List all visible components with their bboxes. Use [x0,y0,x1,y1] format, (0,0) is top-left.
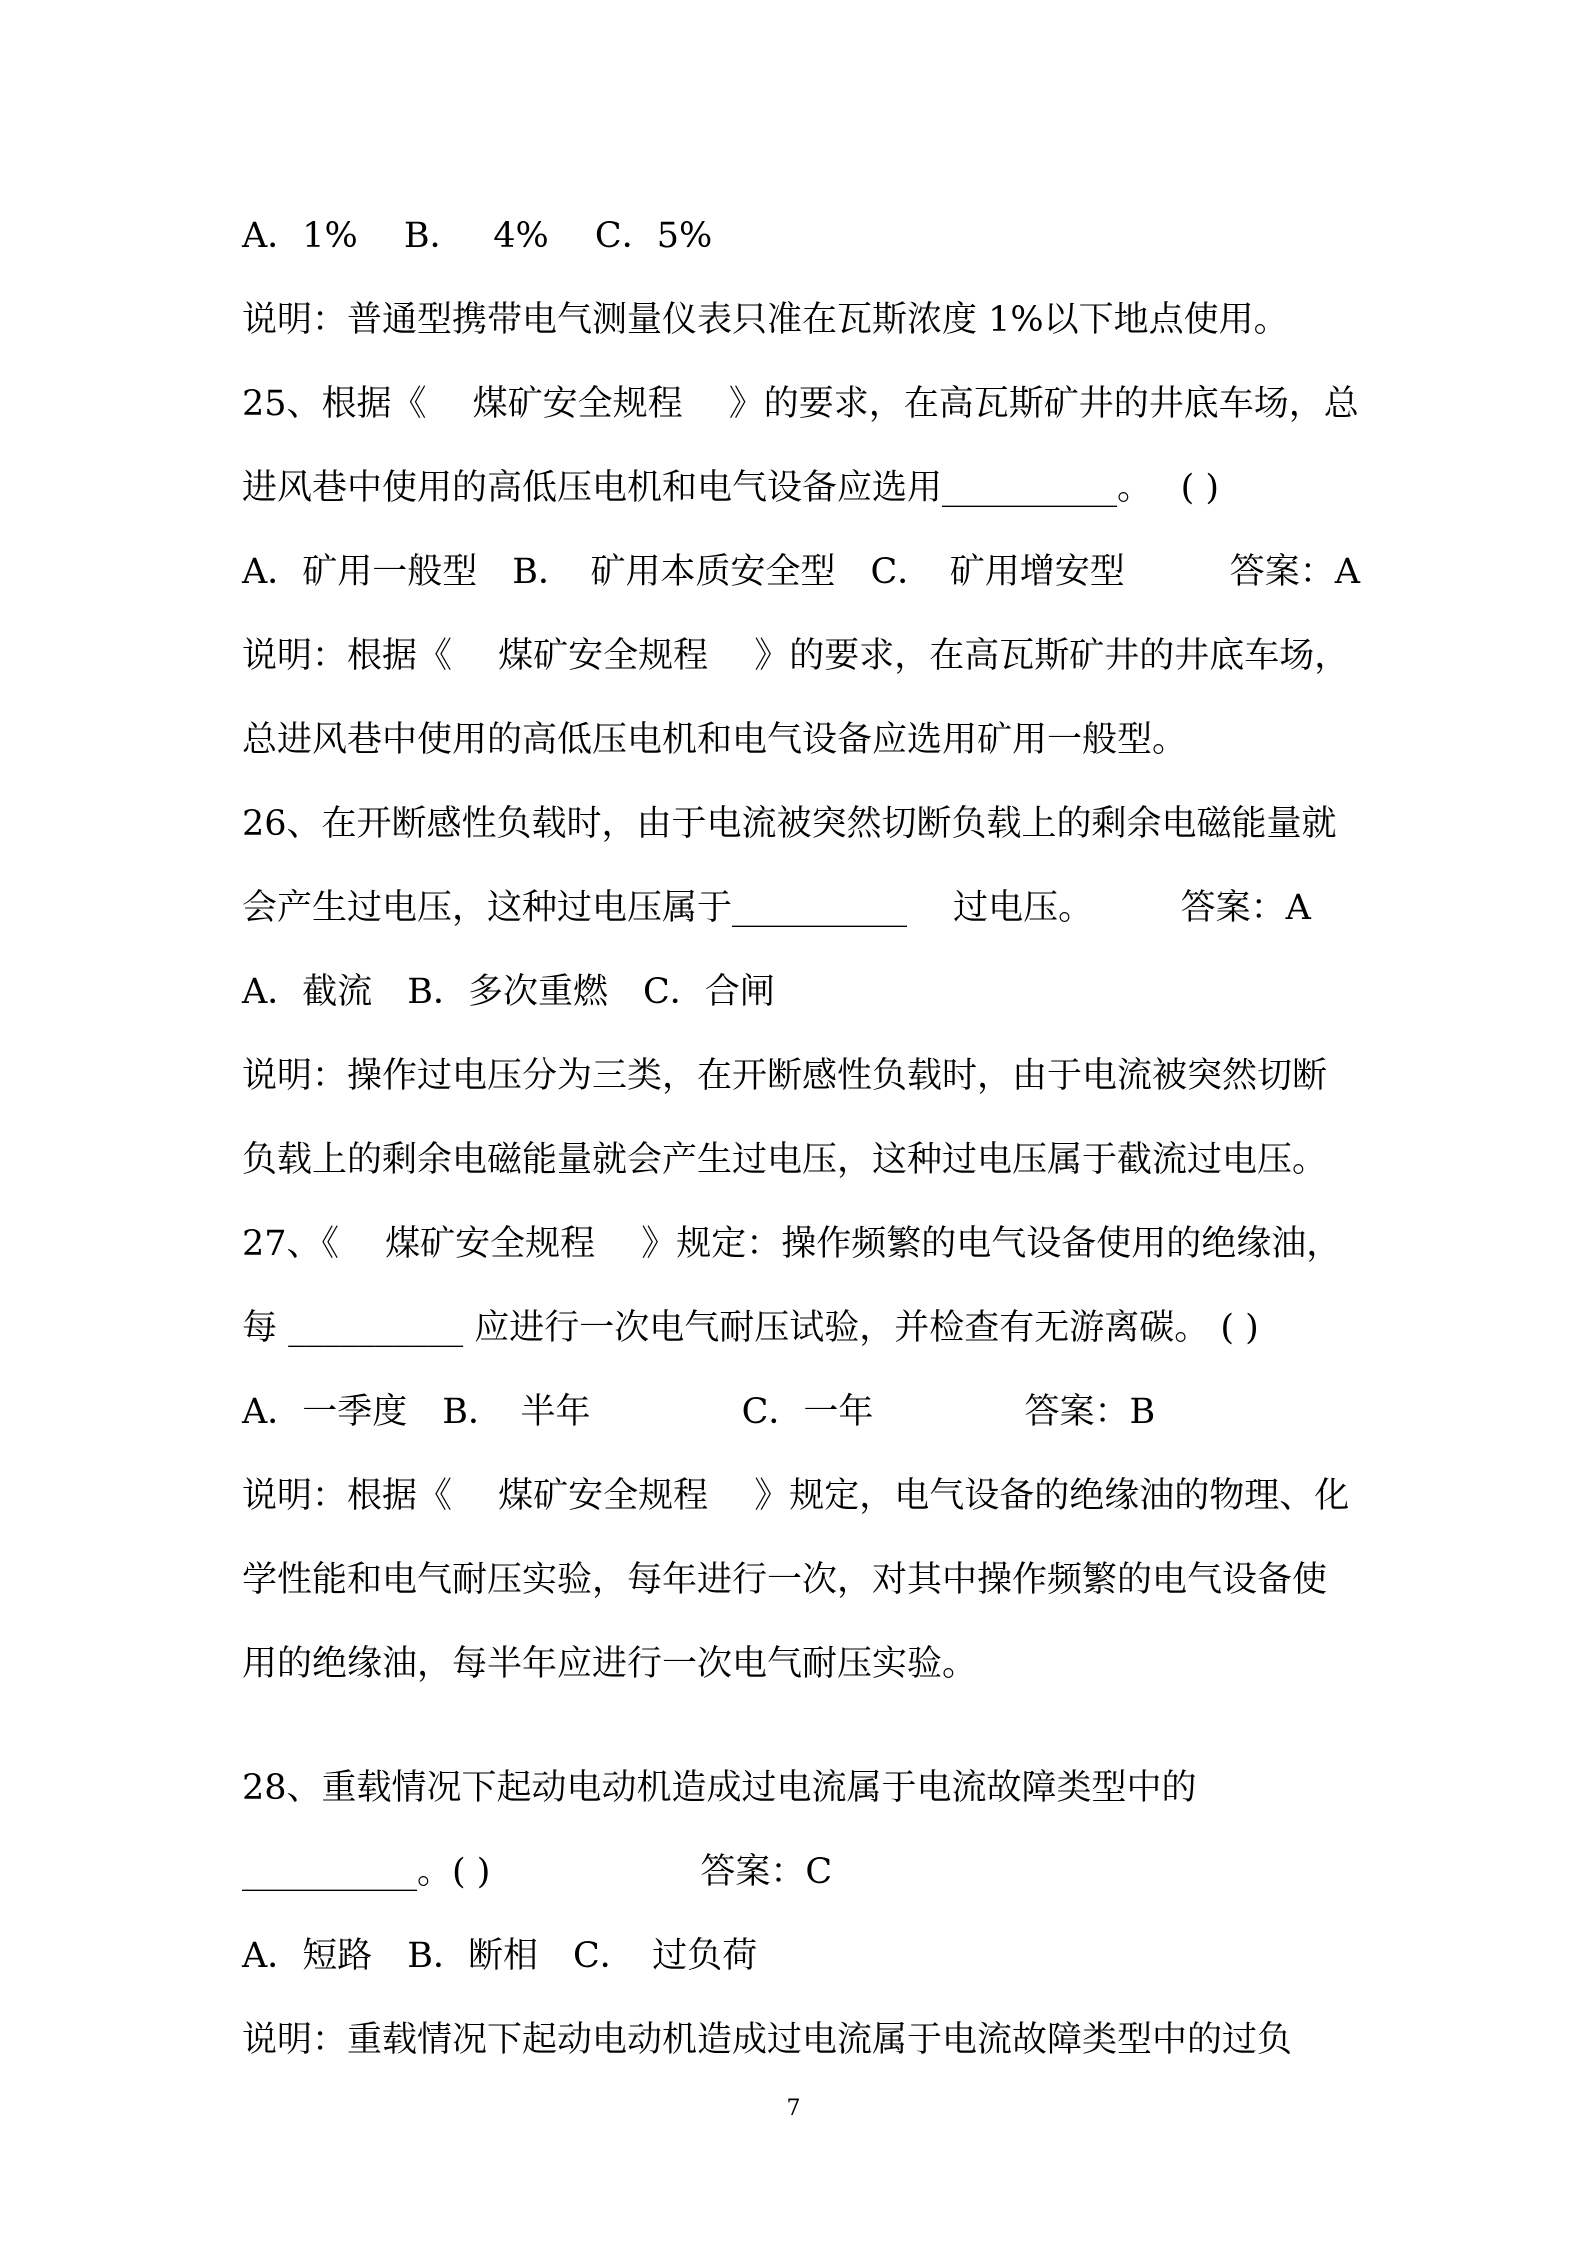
q25-question-line-2: 进风巷中使用的高低压电机和电气设备应选用__________。 ( ) [242,468,1220,508]
q26-question-line-2: 会产生过电压，这种过电压属于__________ 过电压。 答案：A [242,888,1311,928]
q26-explanation-line-1: 说明：操作过电压分为三类，在开断感性负载时，由于电流被突然切断 [242,1056,1328,1096]
q27-explanation-line-1: 说明：根据《 煤矿安全规程 》规定，电气设备的绝缘油的物理、化 [242,1476,1350,1516]
q27-explanation-line-2: 学性能和电气耐压实验，每年进行一次，对其中操作频繁的电气设备使 [242,1560,1328,1600]
q24-explanation: 说明：普通型携带电气测量仪表只准在瓦斯浓度 1%以下地点使用。 [242,300,1289,340]
q27-options: A．一季度 B． 半年 C．一年 答案：B [242,1392,1156,1432]
q27-explanation-line-3: 用的绝缘油，每半年应进行一次电气耐压实验。 [242,1644,978,1684]
q25-options: A．矿用一般型 B． 矿用本质安全型 C． 矿用增安型 答案：A [242,552,1361,592]
q27-question-line-1: 27、《 煤矿安全规程 》规定：操作频繁的电气设备使用的绝缘油， [242,1224,1342,1264]
q28-question-line-1: 28、重载情况下起动电动机造成过电流属于电流故障类型中的 [242,1768,1197,1808]
q25-question-line-1: 25、根据《 煤矿安全规程 》的要求，在高瓦斯矿井的井底车场，总 [242,384,1359,424]
q27-question-line-2: 每 __________ 应进行一次电气耐压试验，并检查有无游离碳。 ( ) [242,1308,1259,1348]
q24-options: A．1% B． 4% C．5% [242,216,713,256]
q28-question-line-2: __________。( ) 答案：C [242,1852,833,1892]
q28-explanation-line-1: 说明：重载情况下起动电动机造成过电流属于电流故障类型中的过负 [242,2020,1293,2060]
q25-explanation-line-2: 总进风巷中使用的高低压电机和电气设备应选用矿用一般型。 [242,720,1188,760]
q26-question-line-1: 26、在开断感性负载时，由于电流被突然切断负载上的剩余电磁能量就 [242,804,1337,844]
q28-options: A．短路 B．断相 C． 过负荷 [242,1936,758,1976]
q26-explanation-line-2: 负载上的剩余电磁能量就会产生过电压，这种过电压属于截流过电压。 [242,1140,1328,1180]
q25-explanation-line-1: 说明：根据《 煤矿安全规程 》的要求，在高瓦斯矿井的井底车场， [242,636,1350,676]
q26-options: A．截流 B．多次重燃 C．合闸 [242,972,775,1012]
page-number: 7 [786,2096,801,2121]
